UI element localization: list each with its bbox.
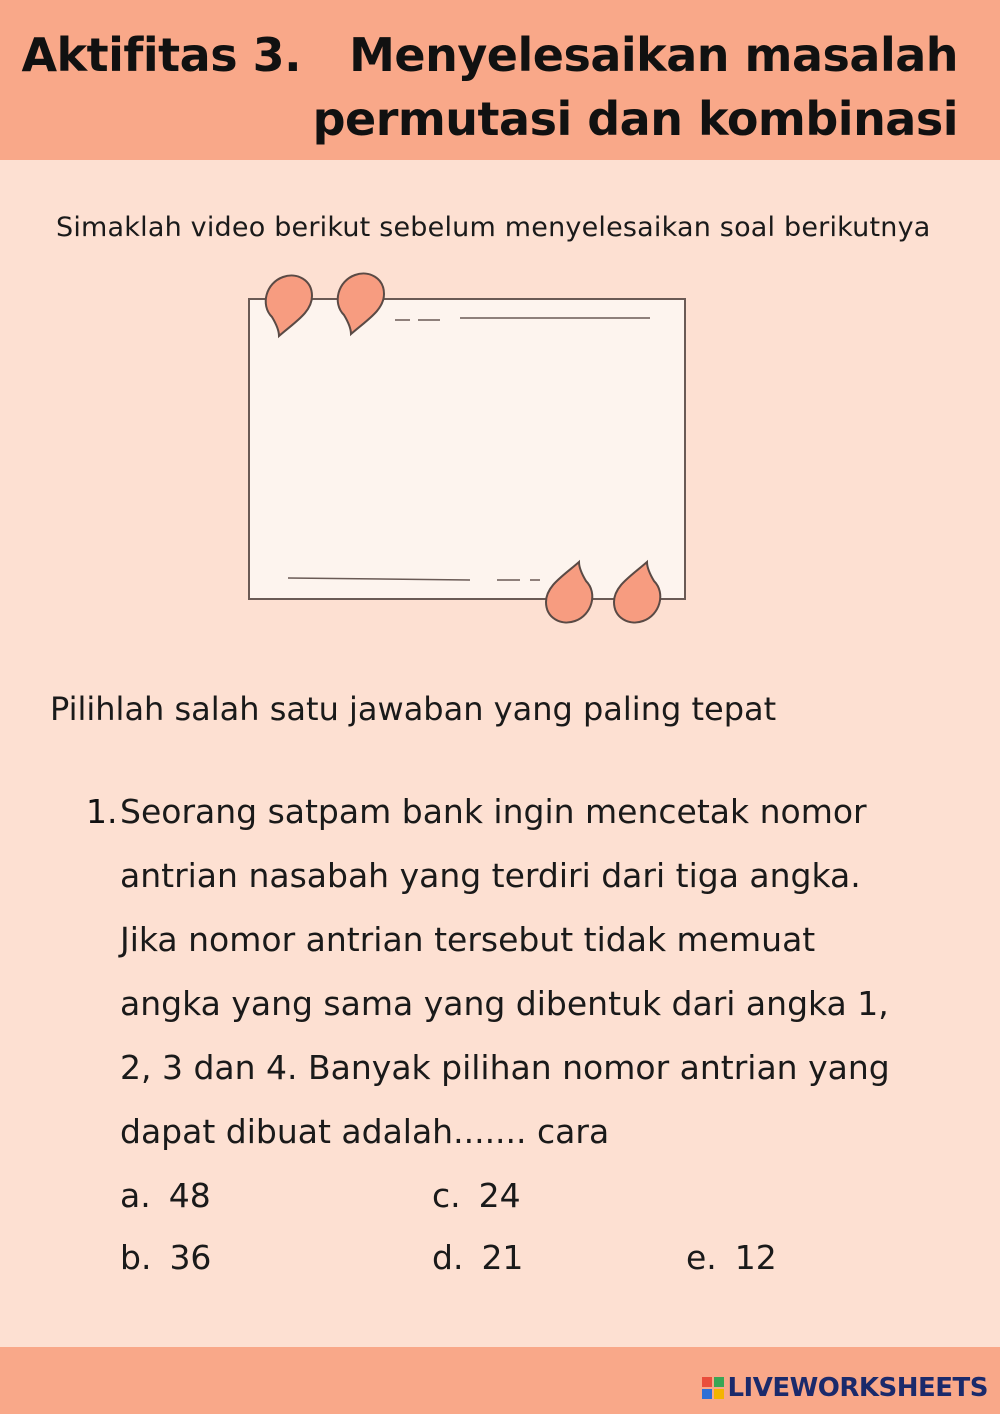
close-quote-icon [546, 562, 660, 622]
intro-text: Simaklah video berikut sebelum menyelesaikan soal berikutnya [56, 212, 931, 243]
question-line: antrian nasabah yang terdiri dari tiga angka. [120, 856, 861, 895]
option-value: 12 [734, 1238, 777, 1277]
option-value: 24 [478, 1176, 521, 1215]
option-letter: a. [120, 1176, 151, 1215]
option-letter: e. [686, 1238, 717, 1277]
question-line: angka yang sama yang dibentuk dari angka 1, [120, 984, 889, 1023]
option-value: 48 [168, 1176, 211, 1215]
page-title-line-2: permutasi dan kombinasi [312, 92, 958, 146]
open-quote-icon [266, 274, 384, 336]
liveworksheets-brand[interactable] [702, 1373, 988, 1403]
option-value: 21 [481, 1238, 524, 1277]
option-letter: b. [120, 1238, 152, 1277]
activity-label: Aktifitas 3. [21, 28, 302, 82]
question-line: Jika nomor antrian tersebut tidak memuat [120, 920, 816, 959]
option-value: 36 [169, 1238, 212, 1277]
option-c[interactable] [432, 1176, 521, 1215]
option-letter: c. [432, 1176, 461, 1215]
question-line: Seorang satpam bank ingin mencetak nomor [120, 792, 867, 831]
option-d[interactable] [432, 1238, 523, 1277]
title-text-1: Menyelesaikan masalah [349, 28, 958, 82]
option-b[interactable] [120, 1238, 211, 1277]
question-line: 2, 3 dan 4. Banyak pilihan nomor antrian yang [120, 1048, 890, 1087]
frame-decoration [0, 0, 1000, 700]
option-letter: d. [432, 1238, 464, 1277]
option-a[interactable] [120, 1176, 211, 1215]
instruction-text: Pilihlah salah satu jawaban yang paling tepat [50, 690, 777, 728]
liveworksheets-logo-icon [702, 1377, 724, 1399]
option-e[interactable] [686, 1238, 777, 1277]
question-number: 1. [86, 792, 118, 831]
question-line: dapat dibuat adalah....... cara [120, 1112, 610, 1151]
brand-text: LIVEWORKSHEETS [727, 1373, 988, 1403]
